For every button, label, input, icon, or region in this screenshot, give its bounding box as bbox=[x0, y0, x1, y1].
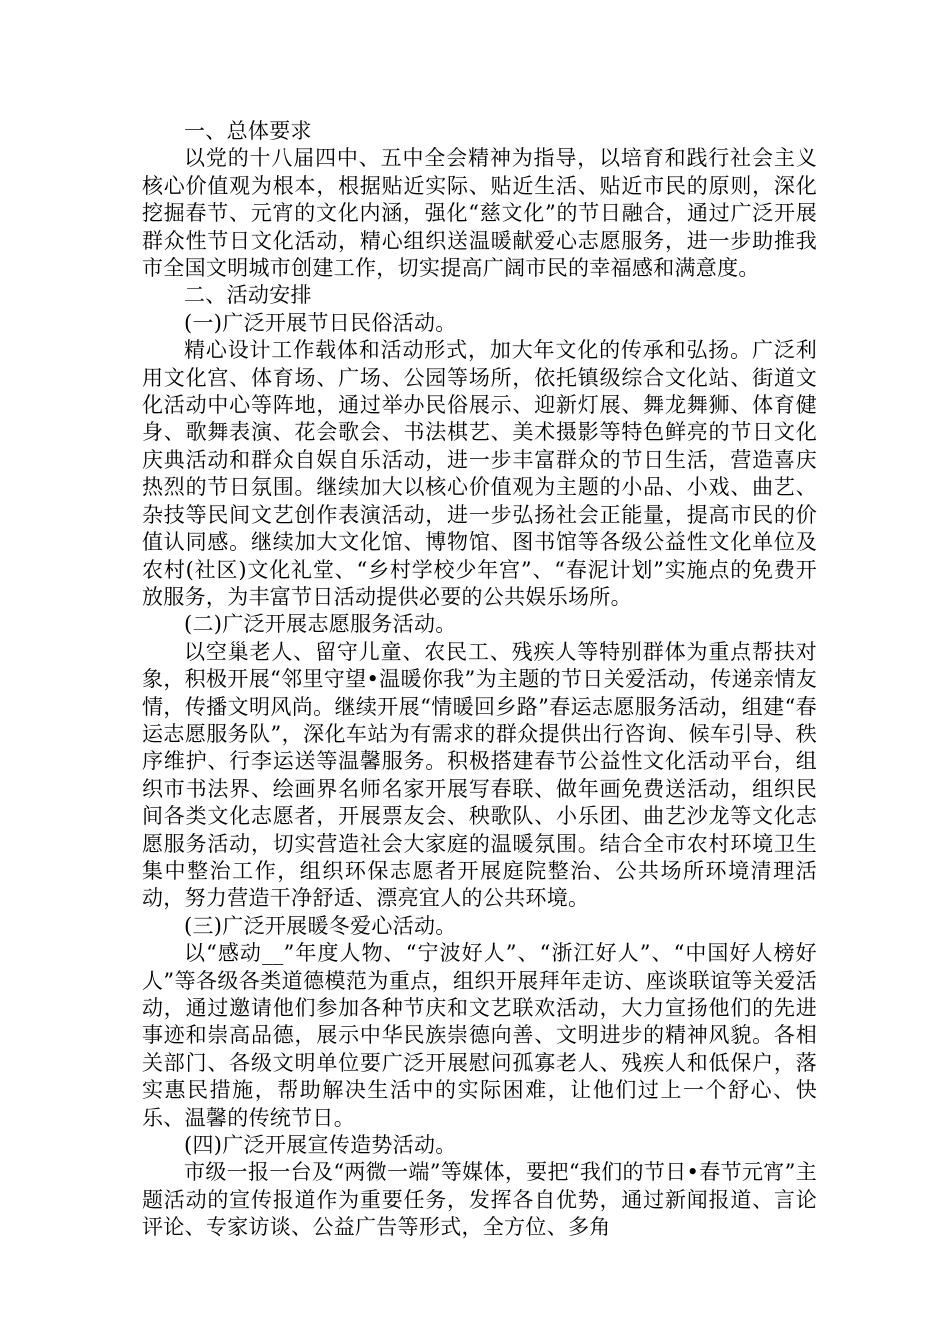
document-body bbox=[142, 118, 817, 1242]
subheading-winter-care-activities: (三)广泛开展暖冬爱心活动。 bbox=[184, 913, 457, 938]
paragraph: 以“感动__”年度人物、“宁波好人”、“浙江好人”、“中国好人榜好人”等各级各类道德模范为重点，组织开展拜年走访、座谈联谊等关爱活动，通过邀请他们参加各种节庆和文艺联欢活动，大力宣扬他们的先进事迹和崇高品德，展示中华民族崇德向善、文明进步的精神风貌。各相关部门、各级文明单位要广泛开展慰问孤寡老人、残疾人和低保户，落实惠民措施，帮助解决生活中的实际困难，让他们过上一个舒心、快乐、温馨的传统节日。 bbox=[142, 941, 817, 1130]
heading-overall-requirements: 一、总体要求 bbox=[184, 119, 312, 143]
paragraph: 市级一报一台及“两微一端”等媒体，要把“我们的节日•春节元宵”主题活动的宣传报道作为重要任务，发挥各自优势，通过新闻报道、言论评论、专家访谈、公益广告等形式，全方位、多角 bbox=[142, 1160, 817, 1240]
subheading-volunteer-activities: (二)广泛开展志愿服务活动。 bbox=[184, 612, 457, 637]
paragraph: 以空巢老人、留守儿童、农民工、残疾人等特别群体为重点帮扶对象，积极开展“邻里守望•温暖你我”为主题的节日关爱活动，传递亲情友情，传播文明风尚。继续开展“情暖回乡路”春运志愿服务活动，组建“春运志愿服务队”，深化车站为有需求的群众提供出行咨询、候车引导、秩序维护、行李运送等温馨服务。积极搭建春节公益性文化活动平台，组织市书法界、绘画界名师名家开展写春联、做年画免费送活动，组织民间各类文化志愿者，开展票友会、秧歌队、小乐团、曲艺沙龙等文化志愿服务活动，切实营造社会大家庭的温暖氛围。结合全市农村环境卫生集中整治工作，组织环保志愿者开展庭院整治、公共场所环境清理活动，努力营造干净舒适、漂亮宜人的公共环境。 bbox=[142, 639, 817, 911]
subheading-publicity-activities: (四)广泛开展宣传造势活动。 bbox=[184, 1133, 457, 1158]
heading-activity-arrangement: 二、活动安排 bbox=[184, 283, 312, 308]
subheading-folk-activities: (一)广泛开展节日民俗活动。 bbox=[184, 310, 457, 335]
paragraph: 精心设计工作载体和活动形式，加大年文化的传承和弘扬。广泛利用文化宫、体育场、广场、公园等场所，依托镇级综合文化站、街道文化活动中心等阵地，通过举办民俗展示、迎新灯展、舞龙舞狮、体育健身、歌舞表演、花会歌会、书法棋艺、美术摄影等特色鲜亮的节日文化庆典活动和群众自娱自乐活动，进一步丰富群众的节日生活，营造喜庆热烈的节日氛围。继续加大以核心价值观为主题的小品、小戏、曲艺、杂技等民间文艺创作表演活动，进一步弘扬社会正能量，提高市民的价值认同感。继续加大文化馆、博物馆、图书馆等各级公益性文化单位及农村(社区)文化礼堂、“乡村学校少年宫”、“春泥计划”实施点的免费开放服务，为丰富节日活动提供必要的公共娱乐场所。 bbox=[142, 338, 817, 609]
paragraph: 以党的十八届四中、五中全会精神为指导，以培育和践行社会主义核心价值观为根本，根据贴近实际、贴近生活、贴近市民的原则，深化挖掘春节、元宵的文化内涵，强化“慈文化”的节日融合，通过广泛开展群众性节日文化活动，精心组织送温暖献爱心志愿服务，进一步助推我市全国文明城市创建工作，切实提高广阔市民的幸福感和满意度。 bbox=[142, 146, 817, 281]
